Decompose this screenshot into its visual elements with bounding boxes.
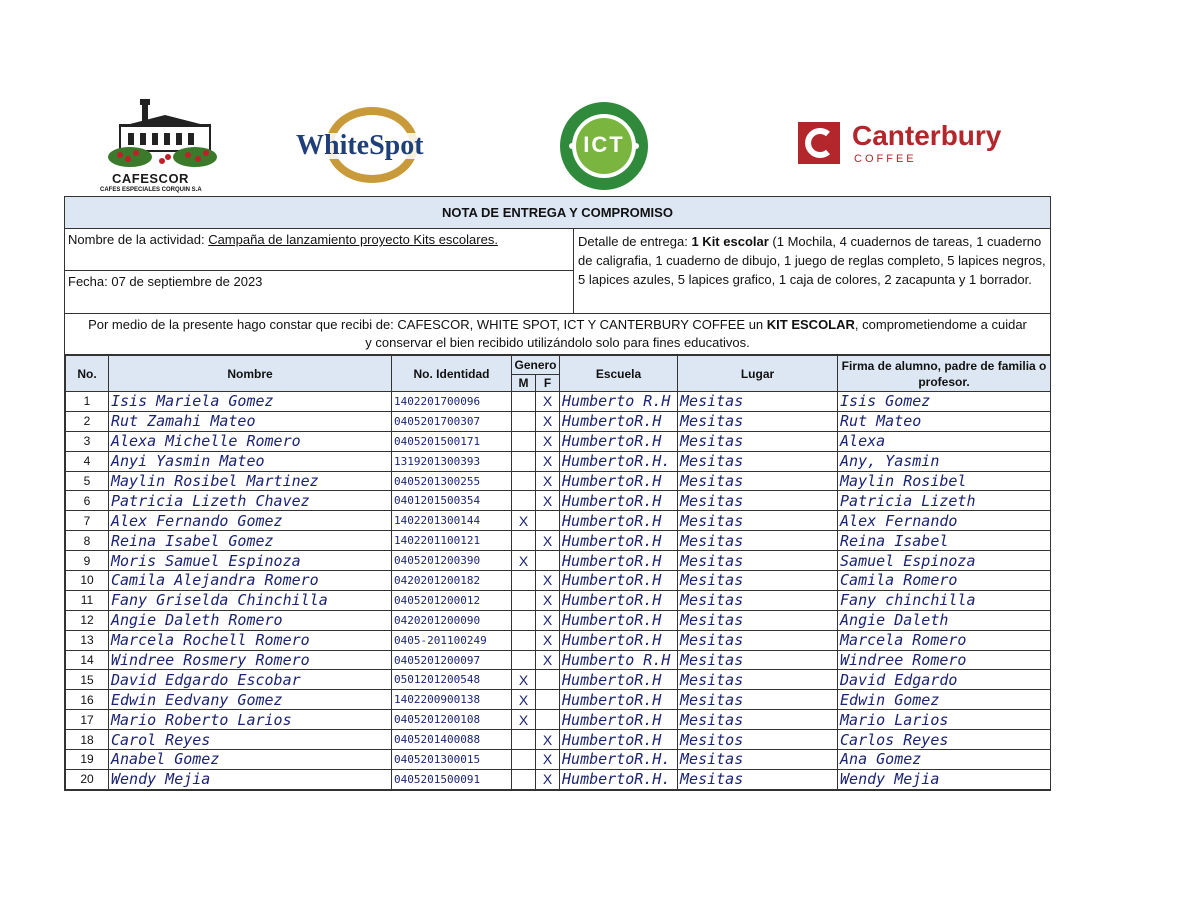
gender-f-cell: X [536, 750, 560, 770]
header-f: F [536, 375, 560, 392]
signature-cell: Windree Romero [838, 650, 1051, 670]
table-row [66, 551, 1051, 571]
row-number-cell: 9 [66, 551, 109, 571]
gender-m-cell [512, 392, 536, 412]
place-cell: Mesitas [678, 690, 838, 710]
ict-logo [558, 100, 650, 192]
signature-cell: Isis Gomez [838, 392, 1051, 412]
school-cell: Humberto R.H [560, 650, 678, 670]
detail-rest: (1 Mochila, 4 cuadernos de tareas, 1 cuaderno de caligrafia, 1 cuaderno de dibujo, 1 juego de reglas completo, 5 lapices negros, 5 lapices azules, 5 lapices grafico, 1 caja de colores, 2 zacapunta y 1 borrador. [578, 234, 1046, 287]
gender-f-cell: X [536, 411, 560, 431]
signature-cell: Mario Larios [838, 710, 1051, 730]
signature-cell: Camila Romero [838, 571, 1051, 591]
whitespot-name: WhiteSpot [296, 130, 424, 161]
place-cell: Mesitas [678, 491, 838, 511]
table-row [66, 690, 1051, 710]
signature-cell: Rut Mateo [838, 411, 1051, 431]
table-row [66, 392, 1051, 412]
row-number-cell: 7 [66, 511, 109, 531]
form-info [65, 229, 1050, 314]
statement-part-2: , comprometiendome a cuidar y conservar el bien recibido utilizándolo solo para fines educativos. [365, 317, 1027, 350]
student-name-cell: Rut Zamahi Mateo [109, 411, 392, 431]
school-cell: Humberto R.H [560, 392, 678, 412]
school-cell: HumbertoR.H [560, 630, 678, 650]
school-cell: HumbertoR.H [560, 531, 678, 551]
student-id-cell: 1402200900138 [392, 690, 512, 710]
place-cell: Mesitas [678, 392, 838, 412]
gender-m-cell: X [512, 710, 536, 730]
row-number-cell: 17 [66, 710, 109, 730]
info-left [65, 229, 574, 313]
date-value: 07 de septiembre de 2023 [111, 274, 263, 289]
signature-cell: Wendy Mejia [838, 769, 1051, 789]
gender-f-cell: X [536, 471, 560, 491]
table-row [66, 670, 1051, 690]
student-name-cell: Camila Alejandra Romero [109, 571, 392, 591]
school-cell: HumbertoR.H [560, 571, 678, 591]
student-name-cell: Anyi Yasmin Mateo [109, 451, 392, 471]
header-name: Nombre [109, 356, 392, 392]
school-cell: HumbertoR.H [560, 411, 678, 431]
header-m: M [512, 375, 536, 392]
gender-f-cell [536, 551, 560, 571]
header-no: No. [66, 356, 109, 392]
table-row [66, 750, 1051, 770]
signature-cell: Angie Daleth [838, 610, 1051, 630]
row-number-cell: 20 [66, 769, 109, 789]
cafescor-building-icon [100, 95, 230, 175]
activity-value: Campaña de lanzamiento proyecto Kits escolares. [208, 232, 498, 247]
gender-m-cell [512, 630, 536, 650]
gender-m-cell [512, 590, 536, 610]
student-id-cell: 0401201500354 [392, 491, 512, 511]
signature-cell: David Edgardo [838, 670, 1051, 690]
school-cell: HumbertoR.H [560, 670, 678, 690]
logo-strip [0, 95, 1200, 195]
table-row [66, 610, 1051, 630]
place-cell: Mesitas [678, 551, 838, 571]
student-name-cell: Maylin Rosibel Martinez [109, 471, 392, 491]
signature-cell: Samuel Espinoza [838, 551, 1051, 571]
row-number-cell: 2 [66, 411, 109, 431]
place-cell: Mesitas [678, 750, 838, 770]
student-name-cell: Angie Daleth Romero [109, 610, 392, 630]
place-cell: Mesitas [678, 511, 838, 531]
student-name-cell: Marcela Rochell Romero [109, 630, 392, 650]
student-name-cell: Fany Griselda Chinchilla [109, 590, 392, 610]
place-cell: Mesitos [678, 730, 838, 750]
gender-m-cell: X [512, 551, 536, 571]
table-row [66, 769, 1051, 789]
school-cell: HumbertoR.H [560, 491, 678, 511]
commitment-statement [65, 314, 1050, 355]
gender-f-cell [536, 690, 560, 710]
gender-f-cell: X [536, 491, 560, 511]
student-name-cell: Patricia Lizeth Chavez [109, 491, 392, 511]
gender-m-cell: X [512, 670, 536, 690]
student-name-cell: Anabel Gomez [109, 750, 392, 770]
student-id-cell: 0405201200097 [392, 650, 512, 670]
table-row [66, 590, 1051, 610]
gender-f-cell [536, 710, 560, 730]
table-row [66, 730, 1051, 750]
signature-cell: Any, Yasmin [838, 451, 1051, 471]
statement-bold: KIT ESCOLAR [766, 317, 855, 332]
gender-m-cell [512, 471, 536, 491]
activity-label: Nombre de la actividad: [68, 232, 209, 247]
gender-m-cell [512, 750, 536, 770]
whitespot-logo [292, 105, 452, 185]
row-number-cell: 11 [66, 590, 109, 610]
place-cell: Mesitas [678, 710, 838, 730]
place-cell: Mesitas [678, 571, 838, 591]
signature-cell: Edwin Gomez [838, 690, 1051, 710]
signature-cell: Fany chinchilla [838, 590, 1051, 610]
student-id-cell: 0501201200548 [392, 670, 512, 690]
canterbury-subtitle: COFFEE [854, 153, 917, 165]
cafescor-subtitle: CAFES ESPECIALES CORQUIN S.A [100, 187, 202, 193]
student-id-cell: 0420201200182 [392, 571, 512, 591]
school-cell: HumbertoR.H [560, 511, 678, 531]
row-number-cell: 5 [66, 471, 109, 491]
student-id-cell: 0405201200108 [392, 710, 512, 730]
date-cell [65, 270, 573, 313]
row-number-cell: 4 [66, 451, 109, 471]
row-number-cell: 6 [66, 491, 109, 511]
ict-name: ICT [583, 132, 625, 157]
school-cell: HumbertoR.H [560, 471, 678, 491]
header-place: Lugar [678, 356, 838, 392]
signature-cell: Patricia Lizeth [838, 491, 1051, 511]
row-number-cell: 18 [66, 730, 109, 750]
cafescor-name: CAFESCOR [112, 171, 189, 186]
gender-f-cell: X [536, 451, 560, 471]
place-cell: Mesitas [678, 670, 838, 690]
gender-m-cell [512, 431, 536, 451]
table-row [66, 471, 1051, 491]
student-id-cell: 0420201200090 [392, 610, 512, 630]
student-name-cell: Alex Fernando Gomez [109, 511, 392, 531]
row-number-cell: 14 [66, 650, 109, 670]
header-signature: Firma de alumno, padre de familia o profesor. [838, 356, 1051, 392]
delivery-form [64, 196, 1051, 791]
student-id-cell: 1402201100121 [392, 531, 512, 551]
detail-bold: 1 Kit escolar [691, 234, 769, 249]
place-cell: Mesitas [678, 630, 838, 650]
school-cell: HumbertoR.H. [560, 750, 678, 770]
student-id-cell: 0405201200012 [392, 590, 512, 610]
detail-cell [574, 229, 1050, 313]
school-cell: HumbertoR.H [560, 610, 678, 630]
student-name-cell: Carol Reyes [109, 730, 392, 750]
student-name-cell: Alexa Michelle Romero [109, 431, 392, 451]
gender-m-cell [512, 769, 536, 789]
row-number-cell: 8 [66, 531, 109, 551]
row-number-cell: 12 [66, 610, 109, 630]
student-name-cell: Edwin Eedvany Gomez [109, 690, 392, 710]
student-id-cell: 0405201500091 [392, 769, 512, 789]
student-id-cell: 0405-201100249 [392, 630, 512, 650]
student-id-cell: 0405201400088 [392, 730, 512, 750]
gender-f-cell: X [536, 590, 560, 610]
gender-m-cell [512, 451, 536, 471]
gender-f-cell [536, 670, 560, 690]
gender-f-cell: X [536, 571, 560, 591]
student-id-cell: 1319201300393 [392, 451, 512, 471]
student-id-cell: 0405201300255 [392, 471, 512, 491]
gender-f-cell: X [536, 392, 560, 412]
table-row [66, 710, 1051, 730]
school-cell: HumbertoR.H [560, 690, 678, 710]
student-id-cell: 1402201300144 [392, 511, 512, 531]
row-number-cell: 19 [66, 750, 109, 770]
student-name-cell: Reina Isabel Gomez [109, 531, 392, 551]
gender-f-cell: X [536, 769, 560, 789]
school-cell: HumbertoR.H [560, 590, 678, 610]
signature-cell: Marcela Romero [838, 630, 1051, 650]
signature-cell: Alexa [838, 431, 1051, 451]
gender-m-cell [512, 491, 536, 511]
detail-label: Detalle de entrega: [578, 234, 692, 249]
gender-m-cell [512, 610, 536, 630]
statement-part-1: Por medio de la presente hago constar que recibi de: CAFESCOR, WHITE SPOT, ICT Y CANTERBURY COFFEE un [88, 317, 767, 332]
gender-f-cell [536, 511, 560, 531]
place-cell: Mesitas [678, 411, 838, 431]
table-row [66, 531, 1051, 551]
school-cell: HumbertoR.H [560, 730, 678, 750]
table-row [66, 630, 1051, 650]
student-name-cell: Moris Samuel Espinoza [109, 551, 392, 571]
place-cell: Mesitas [678, 590, 838, 610]
signature-cell: Carlos Reyes [838, 730, 1051, 750]
form-title: NOTA DE ENTREGA Y COMPROMISO [65, 197, 1050, 229]
table-row [66, 431, 1051, 451]
gender-f-cell: X [536, 650, 560, 670]
gender-m-cell [512, 730, 536, 750]
place-cell: Mesitas [678, 531, 838, 551]
canterbury-name: Canterbury [852, 120, 1002, 151]
date-label: Fecha: [68, 274, 112, 289]
row-number-cell: 15 [66, 670, 109, 690]
signature-cell: Maylin Rosibel [838, 471, 1051, 491]
gender-m-cell [512, 531, 536, 551]
header-id: No. Identidad [392, 356, 512, 392]
place-cell: Mesitas [678, 431, 838, 451]
school-cell: HumbertoR.H. [560, 769, 678, 789]
table-row [66, 411, 1051, 431]
cafescor-logo [100, 95, 230, 195]
place-cell: Mesitas [678, 769, 838, 789]
gender-m-cell [512, 650, 536, 670]
row-number-cell: 16 [66, 690, 109, 710]
gender-m-cell: X [512, 690, 536, 710]
student-name-cell: David Edgardo Escobar [109, 670, 392, 690]
gender-m-cell: X [512, 511, 536, 531]
row-number-cell: 1 [66, 392, 109, 412]
header-gender: Genero [512, 356, 560, 375]
signature-cell: Ana Gomez [838, 750, 1051, 770]
students-table [65, 355, 1051, 790]
row-number-cell: 10 [66, 571, 109, 591]
row-number-cell: 3 [66, 431, 109, 451]
header-school: Escuela [560, 356, 678, 392]
table-row [66, 491, 1051, 511]
student-id-cell: 0405201200390 [392, 551, 512, 571]
student-id-cell: 0405201500171 [392, 431, 512, 451]
signature-cell: Reina Isabel [838, 531, 1051, 551]
school-cell: HumbertoR.H. [560, 451, 678, 471]
gender-f-cell: X [536, 630, 560, 650]
student-name-cell: Mario Roberto Larios [109, 710, 392, 730]
student-id-cell: 0405201700307 [392, 411, 512, 431]
canterbury-cup-icon [798, 122, 844, 168]
gender-m-cell [512, 411, 536, 431]
student-id-cell: 0405201300015 [392, 750, 512, 770]
place-cell: Mesitas [678, 451, 838, 471]
gender-m-cell [512, 571, 536, 591]
school-cell: HumbertoR.H [560, 431, 678, 451]
student-name-cell: Wendy Mejia [109, 769, 392, 789]
school-cell: HumbertoR.H [560, 710, 678, 730]
table-row [66, 571, 1051, 591]
student-name-cell: Windree Rosmery Romero [109, 650, 392, 670]
gender-f-cell: X [536, 531, 560, 551]
canterbury-logo [798, 120, 1038, 170]
student-name-cell: Isis Mariela Gomez [109, 392, 392, 412]
gender-f-cell: X [536, 730, 560, 750]
student-id-cell: 1402201700096 [392, 392, 512, 412]
activity-cell [65, 229, 573, 270]
gender-f-cell: X [536, 431, 560, 451]
place-cell: Mesitas [678, 650, 838, 670]
signature-cell: Alex Fernando [838, 511, 1051, 531]
table-row [66, 650, 1051, 670]
place-cell: Mesitas [678, 610, 838, 630]
school-cell: HumbertoR.H [560, 551, 678, 571]
place-cell: Mesitas [678, 471, 838, 491]
row-number-cell: 13 [66, 630, 109, 650]
table-row [66, 451, 1051, 471]
students-table-body [66, 392, 1051, 790]
table-row [66, 511, 1051, 531]
gender-f-cell: X [536, 610, 560, 630]
